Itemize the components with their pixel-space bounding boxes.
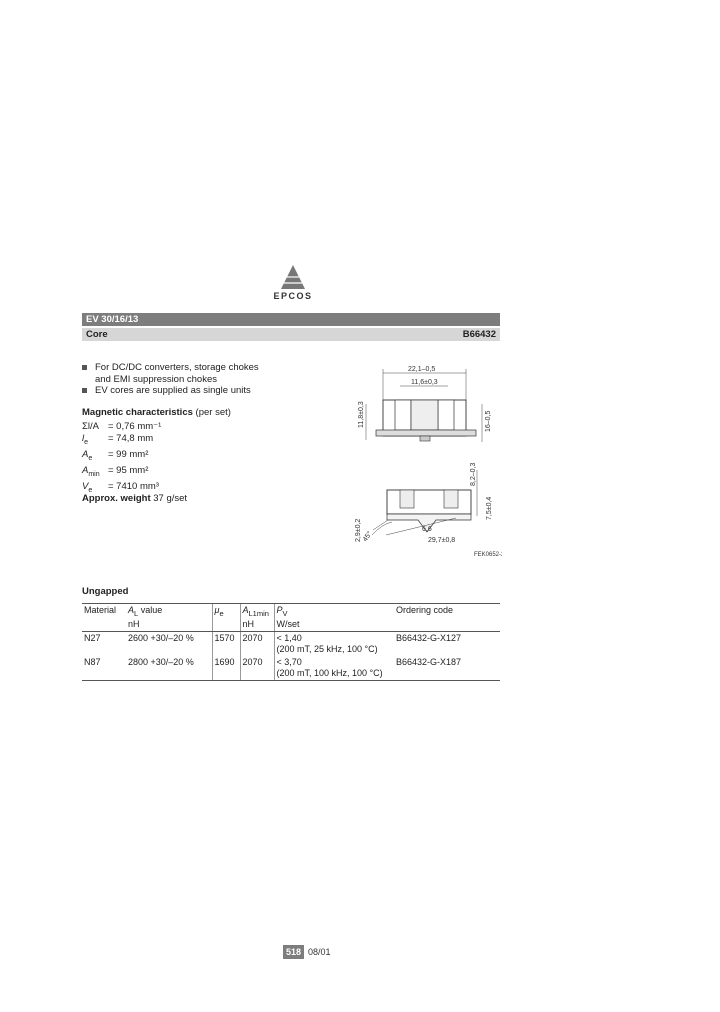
feature-item: EV cores are supplied as single units (82, 385, 332, 397)
feature-list (82, 362, 332, 397)
part-number: B66432 (462, 329, 496, 340)
feature-item: For DC/DC converters, storage chokes (82, 362, 332, 374)
product-name: EV 30/16/13 (86, 314, 139, 325)
mag-row-sum: Σl/A = 0,76 mm⁻¹ (82, 421, 162, 432)
col-material: Material (82, 604, 126, 632)
table-row: N27 2600 +30/–20 % 1570 2070 < 1,40 (200 mT, 25 kHz, 100 °C) B66432-G-X127 (84, 632, 462, 654)
table-header-row (82, 604, 500, 632)
product-title-bar (82, 313, 500, 326)
mag-row-ae: $A_e$ = 99 mm² (82, 448, 149, 462)
bullet-square-icon (82, 388, 87, 393)
dim-side-top: 8,2–0,3 (470, 462, 477, 486)
col-ue: $\mu_e$ (212, 604, 240, 632)
drawing-ref: FEK0652-2 (474, 552, 502, 558)
dimension-drawing (336, 360, 502, 564)
ungapped-title: Ungapped (82, 586, 129, 597)
magnetic-characteristics-list (82, 421, 161, 497)
core-drawing-svg (336, 360, 502, 564)
category-label: Core (86, 329, 108, 340)
dim-bottom-width: 29,7±0,8 (428, 537, 456, 544)
page-number: 518 (283, 945, 304, 959)
dim-inner-width: 11,6±0,3 (411, 379, 438, 386)
dim-left-height: 11,8±0,3 (358, 401, 365, 428)
col-al1min: $A_{L1min}$ nH (240, 604, 274, 632)
col-ordering-code: Ordering code (394, 604, 500, 632)
brand-name: EPCOS (273, 291, 313, 301)
feature-item-continued: and EMI suppression chokes (95, 373, 217, 385)
approx-weight: Approx. weight 37 g/set (82, 493, 188, 504)
dim-center: 6,6 (422, 526, 432, 533)
dim-side-right: 7,5±0,4 (486, 496, 493, 520)
table-row: N87 2800 +30/–20 % 1690 2070 < 3,70 (200 mT, 100 kHz, 100 °C) B66432-G-X187 (82, 656, 500, 681)
bullet-square-icon (82, 365, 87, 370)
dim-angle: 45° (361, 530, 374, 544)
col-al-value: $A_L$ value nH (126, 604, 212, 632)
dim-right-height: 16–0,5 (485, 410, 492, 432)
page-date: 08/01 (308, 947, 331, 957)
epcos-logo (270, 264, 316, 304)
ordering-table (82, 603, 500, 681)
dim-left-small: 2,9±0,2 (355, 518, 362, 542)
epcos-triangle-icon (280, 264, 306, 290)
category-bar (82, 328, 500, 341)
page-footer (283, 945, 331, 959)
magnetic-characteristics-title: Magnetic characteristics (per set) (82, 407, 231, 418)
mag-row-amin: $A_{min}$ = 95 mm² (82, 464, 149, 478)
col-pv: $P_V$ W/set (274, 604, 394, 632)
mag-row-ve: $V_e$ = 7410 mm³ (82, 480, 159, 494)
mag-row-le: $l_e$ = 74,8 mm (82, 433, 154, 446)
dim-top-width: 22,1–0,5 (408, 366, 436, 373)
